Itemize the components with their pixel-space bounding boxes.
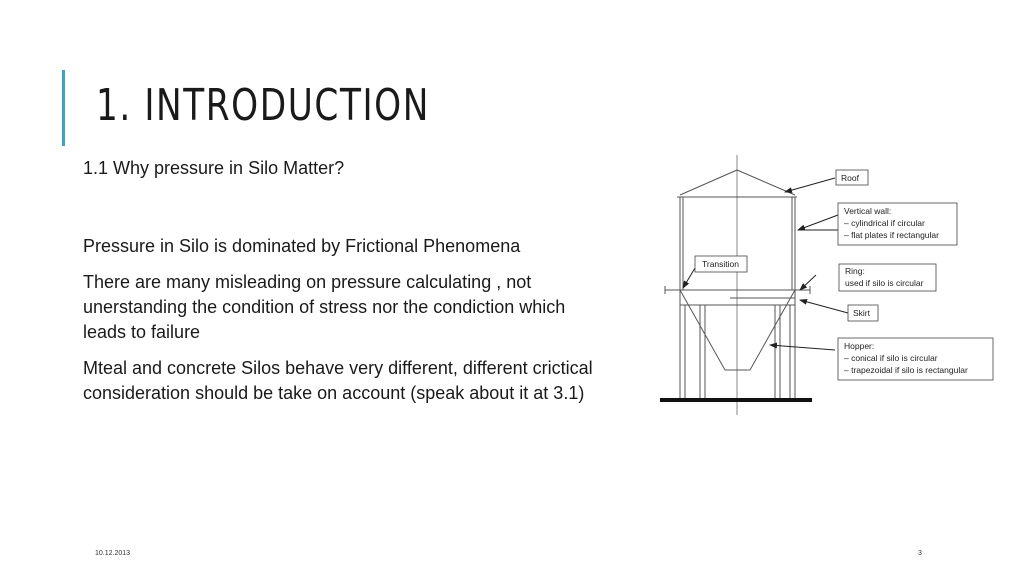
label-hopper-line1: – conical if silo is circular (844, 353, 938, 363)
label-vertical-wall-title: Vertical wall: (844, 206, 892, 216)
label-vertical-wall-line1: – cylindrical if circular (844, 218, 925, 228)
label-ring-line1: used if silo is circular (845, 278, 924, 288)
footer-date: 10.12.2013 (95, 550, 131, 557)
ground-slab (660, 398, 812, 402)
silo-structure (665, 155, 810, 415)
slide-title: 1. INTRODUCTION (96, 80, 430, 131)
silo-diagram (655, 150, 995, 420)
page-number: 3 (918, 550, 922, 557)
slide-body (83, 156, 603, 417)
label-ring-title: Ring: (845, 266, 865, 276)
label-hopper-line2: – trapezoidal if silo is rectangular (844, 365, 968, 375)
subheading: 1.1 Why pressure in Silo Matter? (83, 158, 345, 178)
label-vertical-wall-line2: – flat plates if rectangular (844, 230, 939, 240)
label-roof: Roof (841, 173, 859, 183)
paragraph-1: Pressure in Silo is dominated by Frictional Phenomena (83, 236, 521, 256)
label-hopper-title: Hopper: (844, 341, 875, 351)
label-skirt: Skirt (853, 308, 870, 318)
paragraph-3: Mteal and concrete Silos behave very different, different crictical consideration should be take on account (speak about it at 3.1) (83, 358, 593, 403)
title-accent-bar (62, 70, 65, 146)
paragraph-2: There are many misleading on pressure calculating , not unerstanding the condition of stress nor the condiction which leads to failure (83, 272, 566, 342)
label-transition: Transition (702, 259, 740, 269)
